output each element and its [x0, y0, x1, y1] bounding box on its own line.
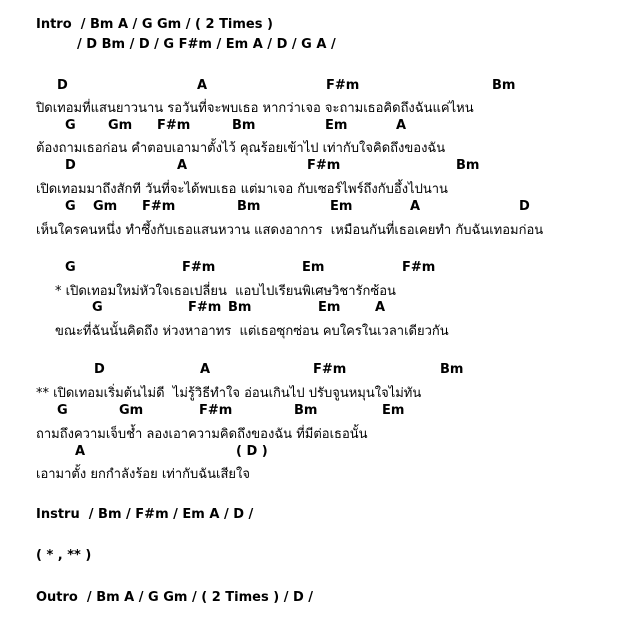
chord: ( D ): [236, 444, 268, 459]
outro-line: Outro / Bm A / G Gm / ( 2 Times ) / D /: [36, 590, 314, 605]
chord: G: [65, 260, 76, 275]
chord: A: [197, 78, 208, 93]
intro-line-2: / D Bm / D / G F#m / Em A / D / G A /: [77, 37, 336, 52]
lyric-line: เปิดเทอมมาถึงสักที วันที่จะได้พบเธอ แต่มาเจอ กับเซอร์ไพร์ถึงกับอึ้งไปนาน: [36, 182, 448, 197]
chord: F#m: [326, 78, 360, 93]
chord: Bm: [232, 118, 256, 133]
chord: Bm: [237, 199, 261, 214]
chord: G: [65, 199, 76, 214]
lyric-line: * เปิดเทอมใหม่หัวใจเธอเปลี่ยน แอบไปเรียนพิเศษวิชารักซ้อน: [55, 284, 396, 299]
chord: D: [519, 199, 530, 214]
chord: F#m: [157, 118, 191, 133]
chord: Em: [318, 300, 341, 315]
chord: Gm: [93, 199, 118, 214]
lyric-line: เอามาตั้ง ยกกำลังร้อย เท่ากับฉันเสียใจ: [36, 467, 250, 482]
chord: Em: [302, 260, 325, 275]
chord: F#m: [199, 403, 233, 418]
chord: A: [375, 300, 386, 315]
chord: Bm: [492, 78, 516, 93]
chord: Bm: [456, 158, 480, 173]
chord: A: [177, 158, 188, 173]
chord: A: [396, 118, 407, 133]
chord: F#m: [313, 362, 347, 377]
repeat-marker: ( * , ** ): [36, 548, 92, 563]
lyric-line: ** เปิดเทอมเริ่มต้นไม่ดี ไม่รู้วิธีทำใจ อ่อนเกินไป ปรับจูนหมุนใจไม่ทัน: [36, 386, 422, 401]
chord: A: [75, 444, 86, 459]
chord: F#m: [307, 158, 341, 173]
chord: G: [92, 300, 103, 315]
chord: F#m: [142, 199, 176, 214]
chord: G: [65, 118, 76, 133]
intro-line: Intro / Bm A / G Gm / ( 2 Times ): [36, 17, 273, 32]
instru-line: Instru / Bm / F#m / Em A / D /: [36, 507, 254, 522]
chord: Em: [325, 118, 348, 133]
chord: Gm: [119, 403, 144, 418]
chord: F#m: [402, 260, 436, 275]
chord: Em: [330, 199, 353, 214]
chord: Bm: [294, 403, 318, 418]
lyric-line: เห็นใครคนหนึ่ง ทำซึ้งกับเธอแสนหวาน แสดงอาการ เหมือนกันที่เธอเคยทำ กับฉันเทอมก่อน: [36, 223, 544, 238]
lyric-line: ถามถึงความเจ็บช้ำ ลองเอาความคิดถึงของฉัน ที่มีต่อเธอนั้น: [36, 427, 368, 442]
lyric-line: ปิดเทอมที่แสนยาวนาน รอวันที่จะพบเธอ หากว่าเจอ จะถามเธอคิดถึงฉันแค่ไหน: [36, 101, 474, 116]
chord: A: [410, 199, 421, 214]
chord: A: [200, 362, 211, 377]
chord: Bm: [228, 300, 252, 315]
chord: F#m: [182, 260, 216, 275]
lyric-line: ต้องถามเธอก่อน คำตอบเอามาตั้งไว้ คุณร้อยเข้าไป เท่ากับใจคิดถึงของฉัน: [36, 141, 446, 156]
chord: Gm: [108, 118, 133, 133]
chord: D: [94, 362, 105, 377]
chord: D: [65, 158, 76, 173]
lyric-line: ขณะที่ฉันนั้นคิดถึง ห่วงหาอาทร แต่เธอซุกซ่อน คบใครในเวลาเดียวกัน: [55, 324, 449, 339]
chord: Em: [382, 403, 405, 418]
chord: D: [57, 78, 68, 93]
chord: F#m: [188, 300, 222, 315]
chord: G: [57, 403, 68, 418]
chord: Bm: [440, 362, 464, 377]
